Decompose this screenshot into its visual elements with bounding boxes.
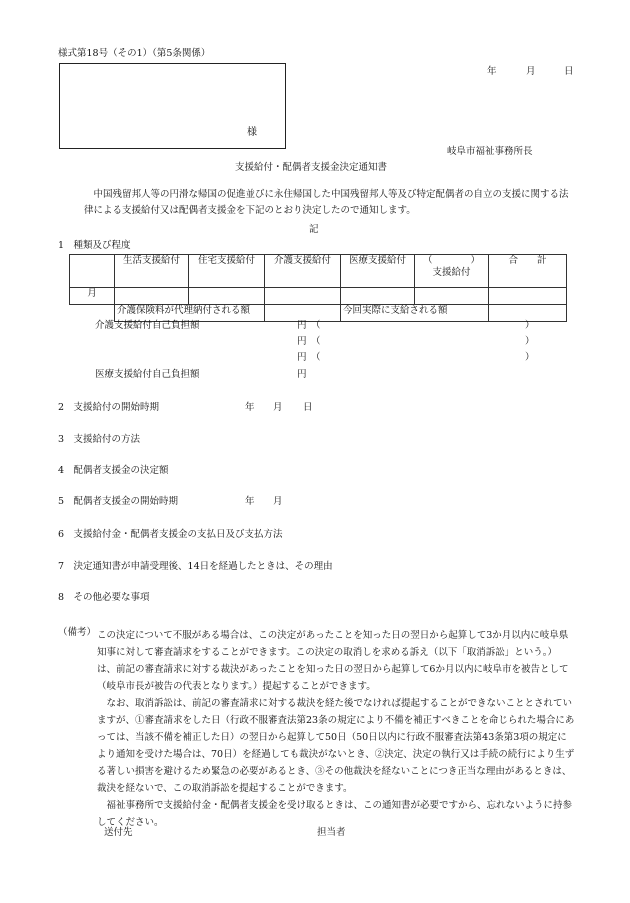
table-corner (70, 255, 115, 288)
col-other (415, 255, 489, 288)
date-year: 年 (487, 66, 497, 77)
col-total: 合 計 (489, 255, 567, 288)
row-month-label: 月 (70, 288, 115, 305)
ki-mark: 記 (309, 224, 319, 235)
item-start-month: 月 (273, 402, 283, 413)
col-other-label: 支援給付 (432, 266, 471, 278)
col-care: 介護支援給付 (265, 255, 341, 288)
col-medical: 医療支援給付 (341, 255, 415, 288)
paren-close: ） (525, 352, 535, 363)
item-reason: 7 決定通知書が申請受理後、14日を経過したときは、その理由 (58, 561, 333, 572)
col-housing: 住宅支援給付 (189, 255, 265, 288)
cell-living[interactable] (115, 288, 189, 305)
cell-medical[interactable] (341, 288, 415, 305)
remarks-paragraph-2: なお、取消訴訟は、前記の審査請求に対する裁決を経た後でなければ提起することができないこととされていますが、①審査請求をした日（行政不服審査法第23条の規定により不備を補正すべきことを命じられた場合にあっては、当該不備を補正した日）の翌日から起算して50日（50日以内に行政不服審査法第43条第3項の規定により通知を受けた場合は、70日）を経過しても裁決がないとき、②決定、決定の執行又は手続の続行により生ずる著しい損害を避けるため緊急の必要があるとき、③その他裁決を経ないことにつき正当な理由があるときは、裁決を経ないで、この取消訴訟を提起することができます。 (97, 698, 575, 794)
item-spouse-start: 5 配偶者支援金の開始時期 (58, 496, 179, 507)
yen-label: 円 (297, 352, 307, 363)
item-other: 8 その他必要な事項 (58, 592, 150, 603)
form-number: 様式第18号（その1）（第5条関係） (58, 48, 211, 59)
recipient-address-box[interactable] (59, 63, 286, 149)
remarks-paragraph-1: この決定について不服がある場合は、この決定があったことを知った日の翌日から起算して3か月以内に岐阜県知事に対して審査請求をすることができます。この決定の取消しを求める訴え（以下「取消訴訟」という。）は、前記の審査請求に対する裁決があったことを知った日の翌日から起算して6か月以内に岐阜市を被告として（岐阜市長が被告の代表となります。）提起することができます。 (97, 630, 569, 692)
yen-label: 円 (297, 336, 307, 347)
section1-heading: 1 種類及び程度 (58, 240, 131, 251)
care-premium-value[interactable] (265, 305, 341, 322)
paren-close: ） (525, 320, 535, 331)
date-day: 日 (564, 66, 574, 77)
actual-payment-label: 今回実際に支給される額 (341, 305, 489, 322)
date-month: 月 (526, 66, 536, 77)
paren-open: （ (311, 336, 321, 347)
medical-self-label: 医療支援給付自己負担額 (95, 369, 200, 380)
yen-label: 円 (297, 320, 307, 331)
item-method: 3 支援給付の方法 (58, 434, 141, 445)
sender-label: 送付先 (104, 827, 133, 838)
item-spouse-month: 月 (273, 496, 283, 507)
actual-payment-value[interactable] (489, 305, 567, 322)
intro-paragraph: 中国残留邦人等の円滑な帰国の促進並びに永住帰国した中国残留邦人等及び特定配偶者の自立の支援に関する法律による支援給付又は配偶者支援金を下記のとおり決定したので通知します。 (84, 189, 569, 216)
cell-total[interactable] (489, 288, 567, 305)
cell-housing[interactable] (189, 288, 265, 305)
cell-care[interactable] (265, 288, 341, 305)
item-start-year: 年 (245, 402, 255, 413)
yen-label: 円 (297, 369, 307, 380)
blank-cell (70, 305, 115, 322)
remarks-label: （備考） (58, 627, 97, 638)
care-premium-label: 介護保険料が代理納付される額 (115, 305, 265, 322)
col-other-paren: （ ） (422, 255, 480, 266)
item-spouse-year: 年 (245, 496, 255, 507)
recipient-honorific: 様 (247, 126, 257, 138)
person-in-charge-label: 担当者 (317, 827, 346, 838)
col-living: 生活支援給付 (115, 255, 189, 288)
remarks-paragraph-3: 福祉事務所で支援給付金・配偶者支援金を受け取るときは、この通知書が必要ですから、忘れないように持参してください。 (97, 800, 573, 828)
item-spouse-amount: 4 配偶者支援金の決定額 (58, 465, 169, 476)
item-payment: 6 支援給付金・配偶者支援金の支払日及び支払方法 (58, 529, 283, 540)
item-start-time: 2 支援給付の開始時期 (58, 402, 160, 413)
document-title: 支援給付・配偶者支援金決定通知書 (235, 162, 388, 173)
benefit-table (69, 254, 567, 322)
paren-close: ） (525, 336, 535, 347)
item-start-day: 日 (303, 402, 313, 413)
remarks-body (97, 627, 575, 831)
issuer-name: 岐阜市福祉事務所長 (447, 146, 533, 157)
paren-open: （ (311, 352, 321, 363)
cell-other[interactable] (415, 288, 489, 305)
care-self-label: 介護支援給付自己負担額 (95, 320, 200, 331)
paren-open: （ (311, 320, 321, 331)
